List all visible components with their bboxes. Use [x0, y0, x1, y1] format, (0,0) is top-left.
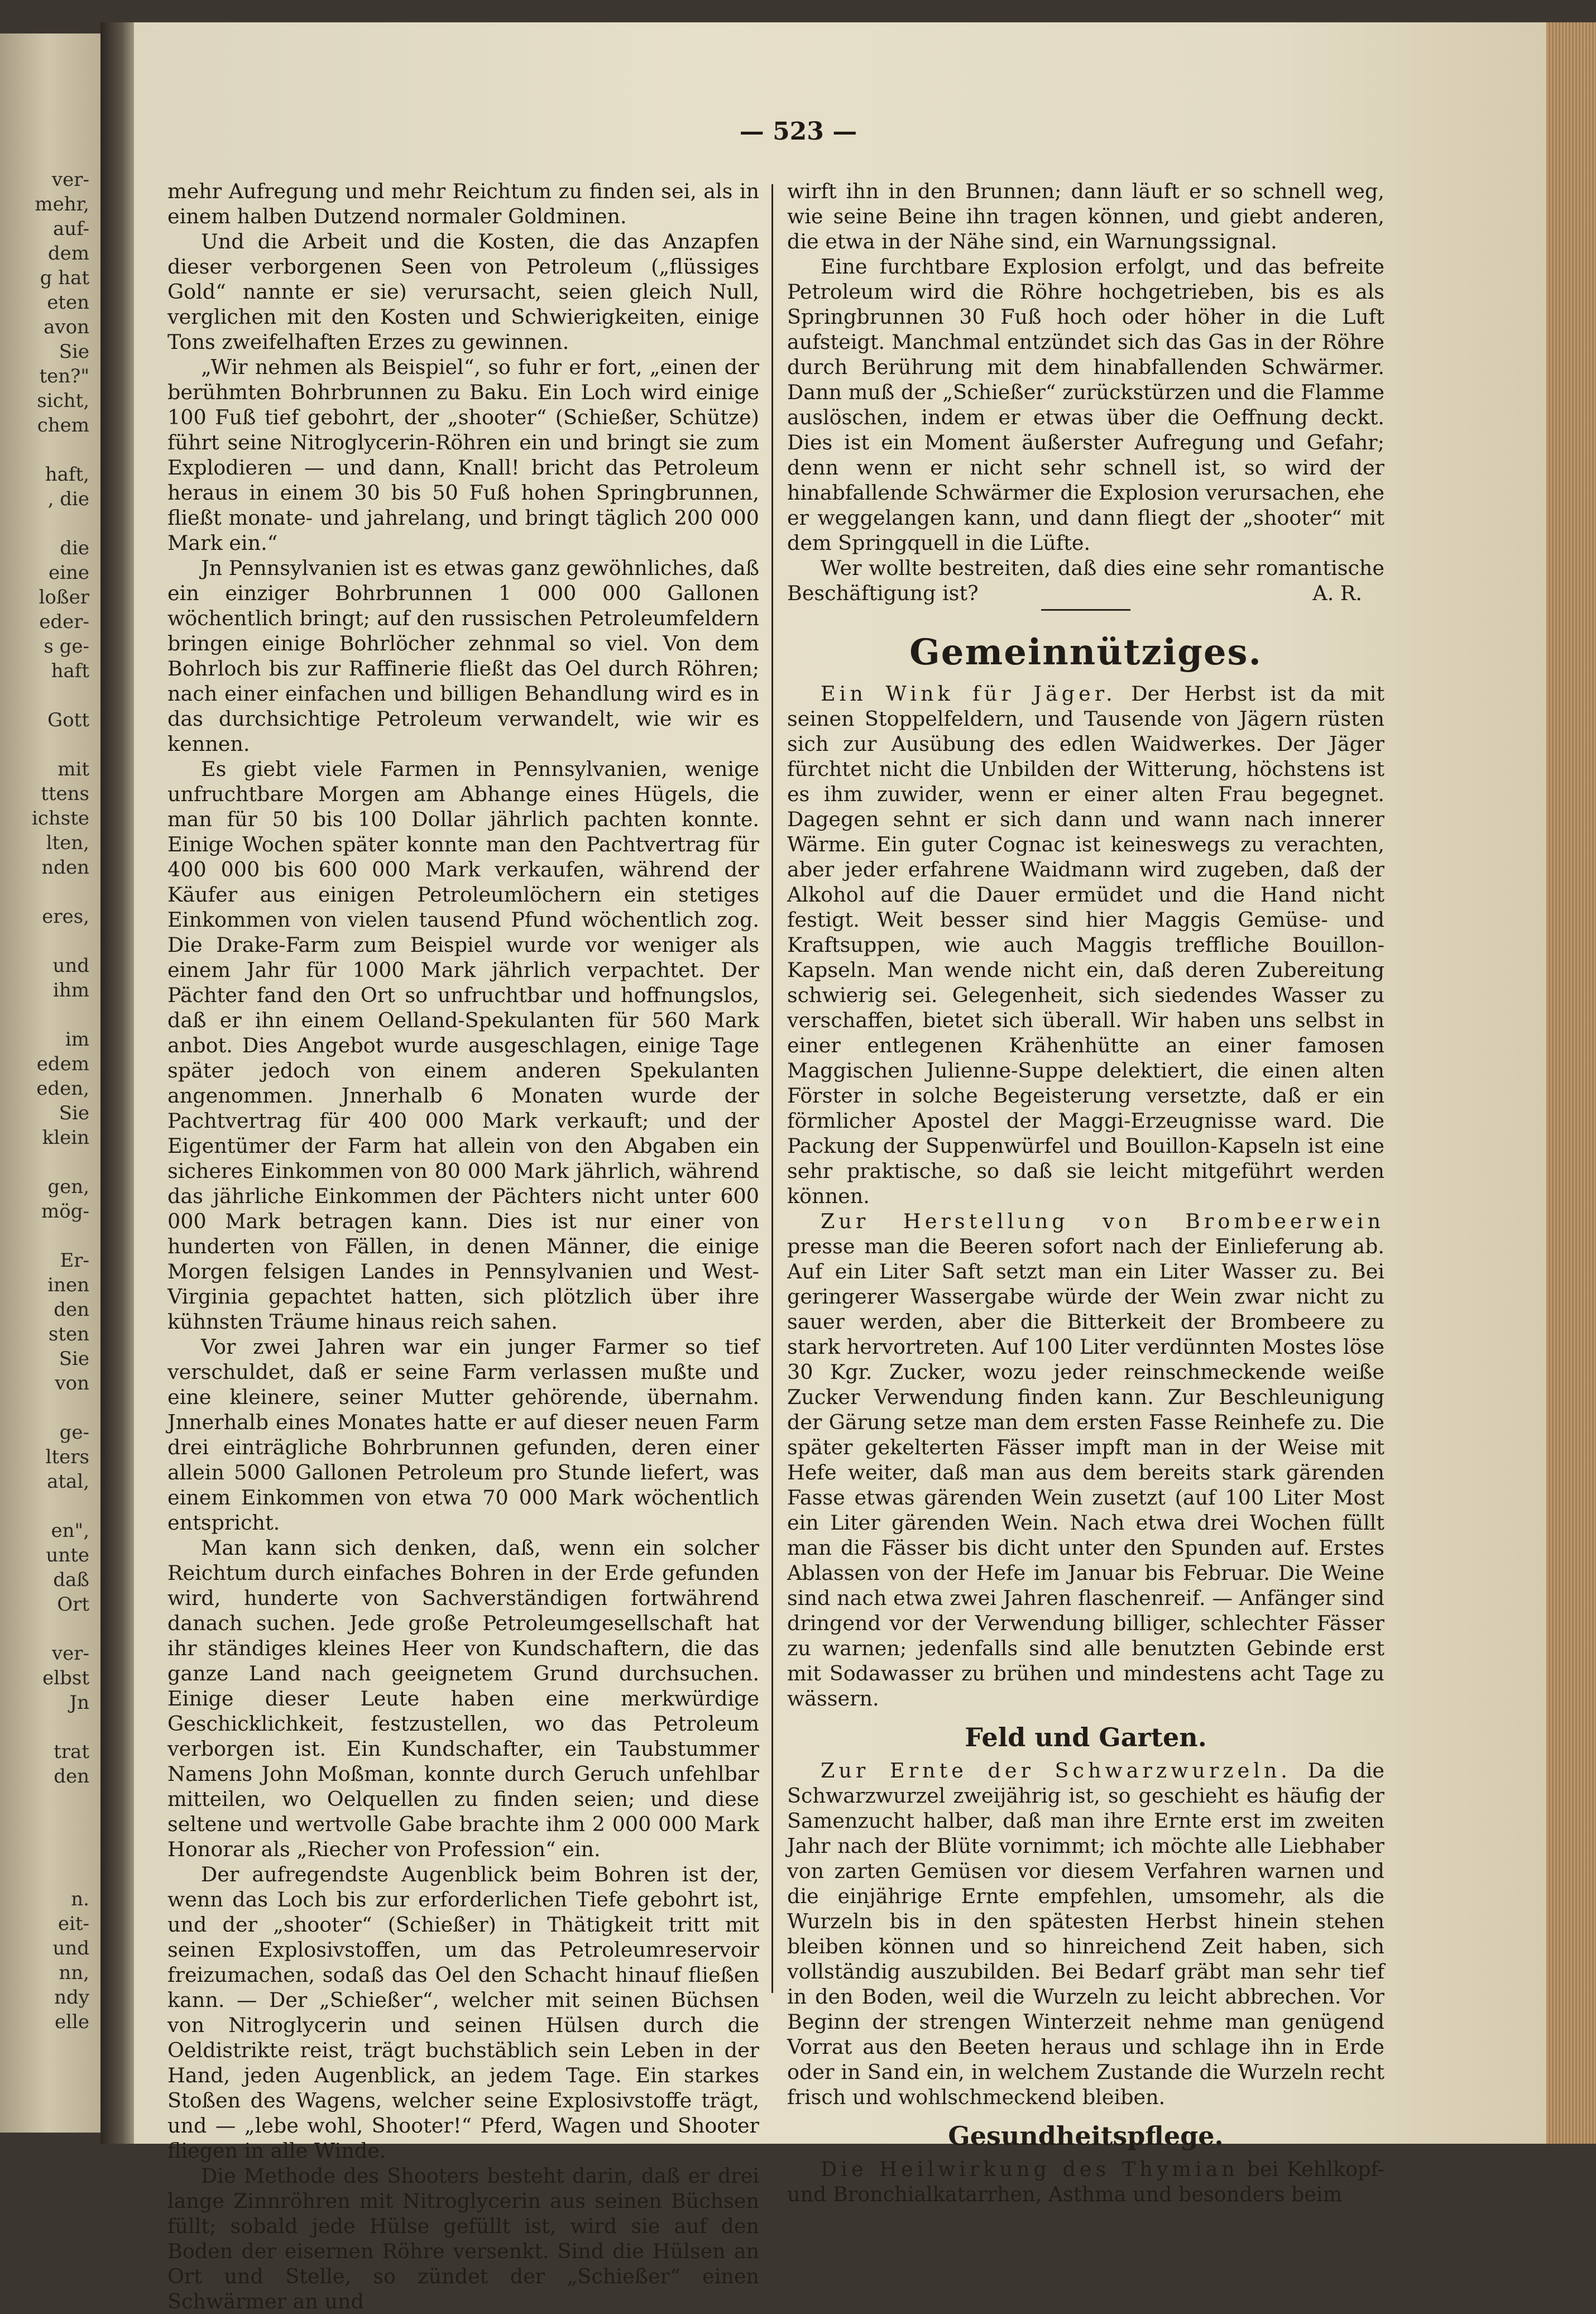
article-text: bei Kehlkopf- und Bronchialkatarrhen, Asthma und besonders beim [787, 2157, 1385, 2206]
section-heading: Gemeinnütziges. [909, 631, 1262, 673]
article [787, 1758, 1384, 2110]
article [787, 1209, 1384, 1711]
article-title: Zur Herstellung von Brombeerwein [821, 1209, 1384, 1233]
adjacent-page-text: ver- mehr, auf- dem g hat eten avon Sie ten?" sicht, chem haft, , die die eine loßer eder- s ge- haft Gott mit ttens ichste lten, nden eres, und ihm im edem eden, Sie klein gen, mög- Er- inen den sten Sie von ge- lters atal, en", unte daß Ort ver- elbst Jn trat den n. eit- und nn, ndy elle [31, 169, 89, 2033]
article-text: Da die Schwarzwurzel zweijährig ist, so geschieht es häufig der Samenzucht halber, daß man ihre Ernte erst im zweiten Jahr nach der Blüte vornimmt; ich möchte alle Liebhaber von zarten Gemüsen vor diesem Verfahren warnen und die einjährige Ernte empfehlen, umsomehr, als die Wurzeln bis in den spätesten Herbst hinein stehen bleiben können und so hinreichend Zeit haben, sich vollständig auszubilden. Bei Bedarf gräbt man sehr tief in den Boden, weil die Wurzeln zu leicht abbrechen. Vor Beginn der strengen Winterzeit nehme man genügend Vorrat aus den Beeten heraus und schlage ihn in Erde oder in Sand ein, in welchem Zustande die Wurzeln recht frisch und wohlschmeckend bleiben. [787, 1759, 1384, 2109]
paragraph [787, 555, 1384, 606]
paragraph: wirft ihn in den Brunnen; dann läuft er so schnell weg, wie seine Beine ihn tragen können, und giebt anderen, die etwa in der Nähe sind, ein Warnungssignal. [787, 179, 1384, 253]
right-column [787, 179, 1384, 2207]
article-title: Die Heilwirkung des Thymian [821, 2157, 1239, 2181]
article-text: presse man die Beeren sofort nach der Einlieferung ab. Auf ein Liter Saft setzt man ein Liter Wasser zu. Bei geringerer Wassergabe würde der Wein zwar nicht zu sauer werden, aber die Bitterkeit der Brombeere zu stark hervortreten. Auf 100 Liter verdünnten Mostes löse 30 Kgr. Zucker, wozu jeder reinschmeckende weiße Zucker Verwendung finden kann. Zur Beschleunigung der Gärung setze man dem ersten Fasse Reinhefe zu. Die später gekelterten Fässer impft man in der Weise mit Hefe weiter, daß man aus dem bereits stark gärenden Fasse etwas gärenden Wein zusetzt (auf 100 Liter Most ein Liter gärenden Wein. Nach etwa drei Wochen füllt man die Fässer bis dicht unter den Spunden auf. Erstes Ablassen von der Hefe im Januar bis Februar. Die Weine sind nach etwa zwei Jahren flaschenreif. — Anfänger sind dringend vor der Verwendung billiger, schlechter Fässer zu warnen; jedenfalls sind alle benutzten Gebinde erst mit Sodawasser zu brühen und mindestens acht Tage zu wässern. [787, 1234, 1384, 1711]
left-column [167, 179, 759, 2314]
paragraph: Und die Arbeit und die Kosten, die das Anzapfen dieser verborgenen Seen von Petroleum („flüssiges Gold“ nannte er sie) verursacht, seien gleich Null, verglichen mit den Kosten und Schwierigkeiten, einige Tons zweifelhaften Erzes zu gewinnen. [167, 229, 759, 354]
section-heading: Feld und Garten. [965, 1722, 1207, 1752]
page-edges [1546, 22, 1596, 2144]
adjacent-page-fragment [0, 33, 106, 2133]
paragraph: Es giebt viele Farmen in Pennsylvanien, wenige unfruchtbare Morgen am Abhange eines Hügels, die man für 50 bis 100 Dollar jährlich pachten konnte. Einige Wochen später konnte man den Pachtvertrag für 400 000 bis 600 000 Mark verkaufen, während der Käufer aus einigen Petroleumlöchern ein stetiges Einkommen von vielen tausend Pfund wöchentlich zog. Die Drake-Farm zum Beispiel wurde vor weniger als einem Jahr für 1000 Mark jährlich verpachtet. Der Pächter fand den Ort so unfruchtbar und hoffnungslos, daß er ihn einem Oelland-Spekulanten für 560 Mark anbot. Dies Angebot wurde ausgeschlagen, einige Tage später jedoch von einem anderen Spekulanten angenommen. Jnnerhalb 6 Monaten wurde der Pachtvertrag für 400 000 Mark verkauft; und der Eigentümer der Farm hat allein von den Abgaben ein sicheres Einkommen von 80 000 Mark jährlich, während das jährliche Einkommen der Pächters nicht unter 600 000 Mark betragen kann. Dies ist nur einer von hunderten von Fällen, in denen Männer, die einige Morgen felsigen Landes in Pennsylvanien und West-Virginia gepachtet hatten, sich plötzlich über ihre kühnsten Träume hinaus reich sahen. [167, 757, 759, 1334]
paragraph: Man kann sich denken, daß, wenn ein solcher Reichtum durch einfaches Bohren in der Erde gefunden wird, hunderte von Sachverständigen fortwährend danach suchen. Jede große Petroleumgesellschaft hat ihr ständiges kleines Heer von Kundschaftern, die das ganze Land nach geeignetem Grund durchsuchen. Einige dieser Leute haben eine merkwürdige Geschicklichkeit, festzustellen, wo das Petroleum verborgen ist. Ein Kundschafter, ein Taubstummer Namens John Moßman, konnte durch Geruch unfehlbar mitteilen, wo Oelquellen zu finden seien; und diese seltene und wertvolle Gabe brachte ihm 2 000 000 Mark Honorar als „Riecher von Profession“ ein. [167, 1536, 759, 1861]
article [787, 2157, 1384, 2207]
section-rule [1041, 609, 1130, 611]
paragraph: mehr Aufregung und mehr Reichtum zu finden sei, als in einem halben Dutzend normaler Goldminen. [167, 179, 759, 228]
article [787, 681, 1384, 1209]
section-heading: Gesundheitspflege. [948, 2121, 1224, 2151]
paragraph: Der aufregendste Augenblick beim Bohren ist der, wenn das Loch bis zur erforderlichen Tiefe gebohrt ist, und der „shooter“ (Schießer) in Thätigkeit tritt mit seinen Explosivstoffen, um das Petroleumreservoir freizumachen, sodaß das Oel den Schacht hinauf fließen kann. — Der „Schießer“, welcher mit seinen Büchsen von Nitroglycerin und seinen Hülsen durch die Oeldistrikte reist, trägt buchstäblich sein Leben in der Hand, jeden Augenblick, an jedem Tage. Ein starkes Stoßen des Wagens, welcher seine Explosivstoffe trägt, und — „lebe wohl, Shooter!“ Pferd, Wagen und Shooter fliegen in alle Winde. [167, 1862, 759, 2163]
page-number: — 523 — [739, 117, 857, 146]
paragraph: Eine furchtbare Explosion erfolgt, und das befreite Petroleum wird die Röhre hochgetrieben, bis es als Springbrunnen 30 Fuß hoch oder höher in die Luft aufsteigt. Manchmal entzündet sich das Gas in der Röhre durch Berührung mit dem hinabfallenden Schwärmer. Dann muß der „Schießer“ zurückstürzen und die Flamme auslöschen, indem er etwas über die Oeffnung deckt. Dies ist ein Moment äußerster Aufregung und Gefahr; denn wenn er nicht sehr schnell ist, so wird der hinabfallende Schwärmer die Explosion verursachen, ehe er weggelangen kann, und dann fliegt der „shooter“ mit dem Springquell in die Lüfte. [787, 255, 1384, 555]
paragraph: Vor zwei Jahren war ein junger Farmer so tief verschuldet, daß er seine Farm verlassen mußte und eine kleinere, seiner Mutter gehörende, übernahm. Jnnerhalb eines Monates hatte er auf dieser neuen Farm drei einträgliche Bohrbrunnen gefunden, deren einer allein 5000 Gallonen Petroleum pro Stunde liefert, was einem Einkommen von etwa 70 000 Mark wöchentlich entspricht. [167, 1335, 759, 1535]
paragraph-text: Wer wollte bestreiten, daß dies eine sehr romantische Beschäftigung ist? [787, 556, 1384, 605]
paragraph: Jn Pennsylvanien ist es etwas ganz gewöhnliches, daß ein einziger Bohrbrunnen 1 000 000 Gallonen wöchentlich bringt; auf den russischen Petroleumfeldern bringen einige Bohrlöcher zehnmal so viel. Von dem Bohrloch bis zur Raffinerie fließt das Oel durch Röhren; nach einer einfachen und billigen Behandlung wird es in das durchsichtige Petroleum verwandelt, wie wir es kennen. [167, 556, 759, 756]
article-title: Zur Ernte der Schwarzwurzeln. [821, 1759, 1292, 1783]
paragraph: „Wir nehmen als Beispiel“, so fuhr er fort, „einen der berühmten Bohrbrunnen zu Baku. Ein Loch wird einige 100 Fuß tief gebohrt, der „shooter“ (Schießer, Schütze) führt seine Nitroglycerin-Röhren ein und bringt sie zum Explodieren — und dann, Knall! bricht das Petroleum heraus in einem 30 bis 50 Fuß hohen Springbrunnen, fließt monate- und jahrelang, und bringt täglich 200 000 Mark ein.“ [167, 355, 759, 555]
column-divider [771, 184, 773, 1993]
article-text: Der Herbst ist da mit seinen Stoppelfeldern, und Tausende von Jägern rüsten sich zur Ausübung des edlen Waidwerkes. Der Jäger fürchtet nicht die Unbilden der Witterung, höchstens ist es ihm zuwider, wenn er einer alten Frau begegnet. Dagegen sehnt er sich dann und wann nach innerer Wärme. Ein guter Cognac ist keineswegs zu verachten, aber jeder erfahrene Waidmann wird zugeben, daß der Alkohol auf die Dauer ermüdet und die Hand nicht festigt. Weit besser sind hier Maggis Gemüse- und Kraftsuppen, wie auch Maggis treffliche Bouillon-Kapseln. Man wende nicht ein, daß deren Zubereitung schwierig sei. Gelegenheit, sich siedendes Wasser zu verschaffen, bietet sich überall. Wir haben uns selbst in einer entlegenen Krähenhütte an einer famosen Maggischen Julienne-Suppe delektiert, die einen alten Förster in solche Begeisterung versetzte, daß er ein förmlicher Apostel der Maggi-Erzeugnisse ward. Die Packung der Suppenwürfel und Bouillon-Kapseln ist eine sehr praktische, so daß sie leicht mitgeführt werden können. [787, 682, 1385, 1208]
paragraph: Die Methode des Shooters besteht darin, daß er drei lange Zinnröhren mit Nitroglycerin aus seinen Büchsen füllt; sobald jede Hülse gefüllt ist, wird sie auf den Boden der eisernen Röhre versenkt. Sind die Hülsen an Ort und Stelle, so zündet der „Schießer“ einen Schwärmer an und [167, 2164, 759, 2313]
author-signature: A. R. [1312, 581, 1362, 605]
article-title: Ein Wink für Jäger. [821, 682, 1116, 706]
